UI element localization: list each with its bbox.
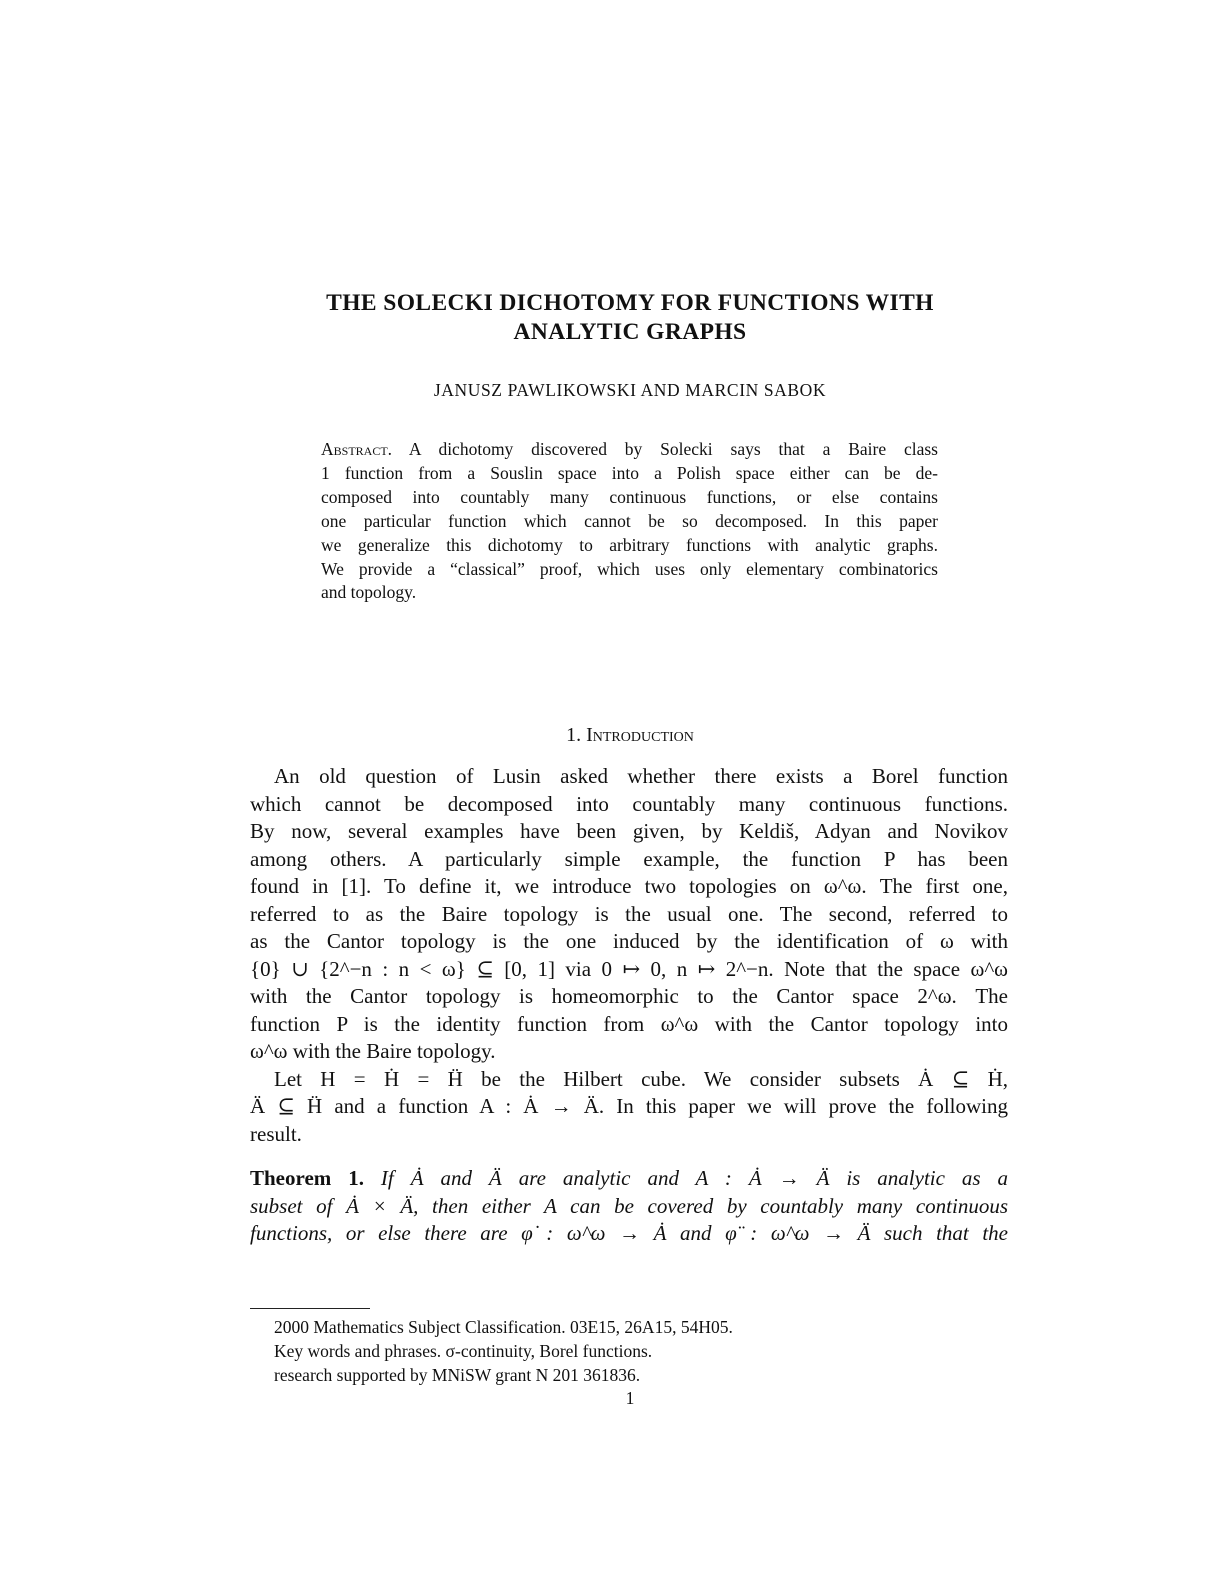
- theorem-line: functions, or else there are φ̇ : ω^ω → Ȧ and φ̈ : ω^ω → Ä such that the: [250, 1221, 1008, 1245]
- abstract-line: composed into countably many continuous functions, or else contains: [321, 486, 938, 507]
- footnotes: [274, 1316, 974, 1387]
- abstract: [321, 438, 938, 605]
- theorem-label: Theorem 1.: [250, 1166, 364, 1190]
- paragraph-2: [250, 1066, 1008, 1149]
- text-line: with the Cantor topology is homeomorphic to the Cantor space 2^ω. The: [250, 984, 1008, 1008]
- footnote-keywords: Key words and phrases. σ-continuity, Borel functions.: [274, 1340, 653, 1361]
- footnote-msc: 2000 Mathematics Subject Classification. 03E15, 26A15, 54H05.: [274, 1317, 733, 1337]
- abstract-line: one particular function which cannot be so decomposed. In this paper: [321, 510, 938, 531]
- text-line: ω^ω with the Baire topology.: [250, 1039, 496, 1063]
- footnote-rule: [250, 1308, 370, 1309]
- text-line: An old question of Lusin asked whether there exists a Borel function: [274, 764, 1008, 788]
- paper-title-line-1: THE SOLECKI DICHOTOMY FOR FUNCTIONS WITH: [326, 290, 934, 316]
- section-title: Introduction: [586, 724, 694, 746]
- page-number: 1: [625, 1388, 635, 1408]
- text-line: which cannot be decomposed into countably many continuous functions.: [250, 791, 1008, 816]
- body-text: [250, 763, 1008, 1248]
- text-line: {0} ∪ {2^−n : n < ω} ⊆ [0, 1] via 0 ↦ 0, n ↦ 2^−n. Note that the space ω^ω: [250, 956, 1008, 981]
- footnote-grant: research supported by MNiSW grant N 201 361836.: [274, 1364, 641, 1385]
- abstract-line: we generalize this dichotomy to arbitrary functions with analytic graphs.: [321, 534, 938, 555]
- paragraph-1: [250, 763, 1008, 1066]
- text-line: referred to as the Baire topology is the usual one. The second, referred to: [250, 901, 1008, 926]
- text-line: Let H = Ḣ = Ḧ be the Hilbert cube. We consider subsets Ȧ ⊆ Ḣ,: [274, 1066, 1008, 1091]
- text-line: function P is the identity function from ω^ω with the Cantor topology into: [250, 1011, 1008, 1036]
- text-line: Ä ⊆ Ḧ and a function A : Ȧ → Ä. In this paper we will prove the following: [250, 1094, 1008, 1118]
- abstract-label: Abstract.: [321, 439, 393, 459]
- abstract-line: A dichotomy discovered by Solecki says that a Baire class: [408, 439, 938, 459]
- text-line: found in [1]. To define it, we introduce two topologies on ω^ω. The first one,: [250, 874, 1008, 898]
- text-line: as the Cantor topology is the one induced by the identification of ω with: [250, 929, 1008, 953]
- authors: JANUSZ PAWLIKOWSKI AND MARCIN SABOK: [433, 380, 827, 400]
- theorem-line: If Ȧ and Ä are analytic and A : Ȧ → Ä is analytic as a: [380, 1166, 1009, 1190]
- paper-title: [250, 289, 1010, 347]
- text-line: among others. A particularly simple example, the function P has been: [250, 846, 1008, 871]
- section-number: 1.: [566, 724, 582, 746]
- theorem-line: subset of Ȧ × Ä, then either A can be covered by countably many continuous: [250, 1193, 1008, 1218]
- text-line: By now, several examples have been given, by Keldiš, Adyan and Novikov: [250, 819, 1008, 843]
- abstract-line: and topology.: [321, 582, 417, 603]
- theorem-1: [250, 1165, 1008, 1248]
- abstract-line: 1 function from a Souslin space into a Polish space either can be de-: [321, 462, 938, 483]
- section-heading: [250, 724, 1010, 747]
- text-line: result.: [250, 1121, 302, 1146]
- abstract-line: We provide a “classical” proof, which uses only elementary combinatorics: [321, 558, 938, 579]
- paper-title-line-2: ANALYTIC GRAPHS: [513, 319, 747, 345]
